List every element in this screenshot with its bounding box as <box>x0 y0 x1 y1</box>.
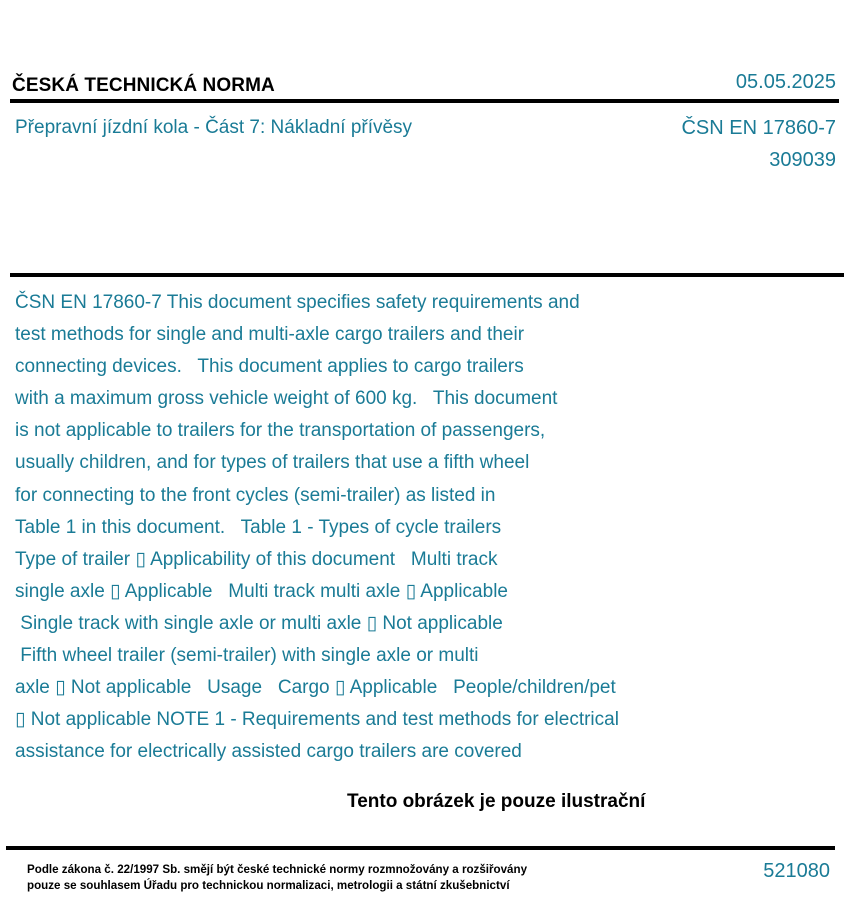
org-name: ČESKÁ TECHNICKÁ NORMA <box>12 75 275 96</box>
abstract-line: connecting devices. This document applies to cargo trailers <box>15 356 524 378</box>
abstract-line: ČSN EN 17860-7 This document specifies safety requirements and <box>15 292 580 313</box>
abstract-line: Type of trailer ▯ Applicability of this document Multi track <box>15 548 498 570</box>
standard-number: ČSN EN 17860-7 <box>681 117 836 139</box>
abstract-line: axle ▯ Not applicable Usage Cargo ▯ Applicable People/children/pet <box>15 677 616 699</box>
abstract-line: with a maximum gross vehicle weight of 600 kg. This document <box>15 388 558 410</box>
abstract-line: usually children, and for types of trailers that use a fifth wheel <box>15 452 530 474</box>
standard-code: 309039 <box>769 149 836 171</box>
abstract-text <box>15 287 715 768</box>
legal-notice <box>27 862 527 894</box>
illustration-disclaimer: Tento obrázek je pouze ilustrační <box>347 791 646 812</box>
legal-notice-line: pouze se souhlasem Úřadu pro technickou normalizaci, metrologii a státní zkušebnictví <box>27 879 510 892</box>
header-divider <box>10 99 839 103</box>
abstract-line: for connecting to the front cycles (semi-trailer) as listed in <box>15 484 496 506</box>
document-id: 521080 <box>763 860 830 882</box>
legal-notice-line: Podle zákona č. 22/1997 Sb. smějí být české technické normy rozmnožovány a rozšiřovány <box>27 863 528 876</box>
publication-date: 05.05.2025 <box>735 71 836 93</box>
abstract-line: Table 1 in this document. Table 1 - Types of cycle trailers <box>15 516 502 538</box>
abstract-line: Single track with single axle or multi axle ▯ Not applicable <box>15 612 503 634</box>
abstract-line: assistance for electrically assisted cargo trailers are covered <box>15 741 522 763</box>
section-divider <box>10 273 844 277</box>
standard-title: Přepravní jízdní kola - Část 7: Nákladní přívěsy <box>15 117 413 138</box>
abstract-line: test methods for single and multi-axle cargo trailers and their <box>15 324 525 346</box>
abstract-line: Fifth wheel trailer (semi-trailer) with single axle or multi <box>15 645 479 667</box>
abstract-line: is not applicable to trailers for the transportation of passengers, <box>15 420 546 442</box>
footer-divider <box>6 846 835 850</box>
abstract-line: single axle ▯ Applicable Multi track multi axle ▯ Applicable <box>15 580 508 602</box>
abstract-line: ▯ Not applicable NOTE 1 - Requirements and test methods for electrical <box>15 709 619 731</box>
